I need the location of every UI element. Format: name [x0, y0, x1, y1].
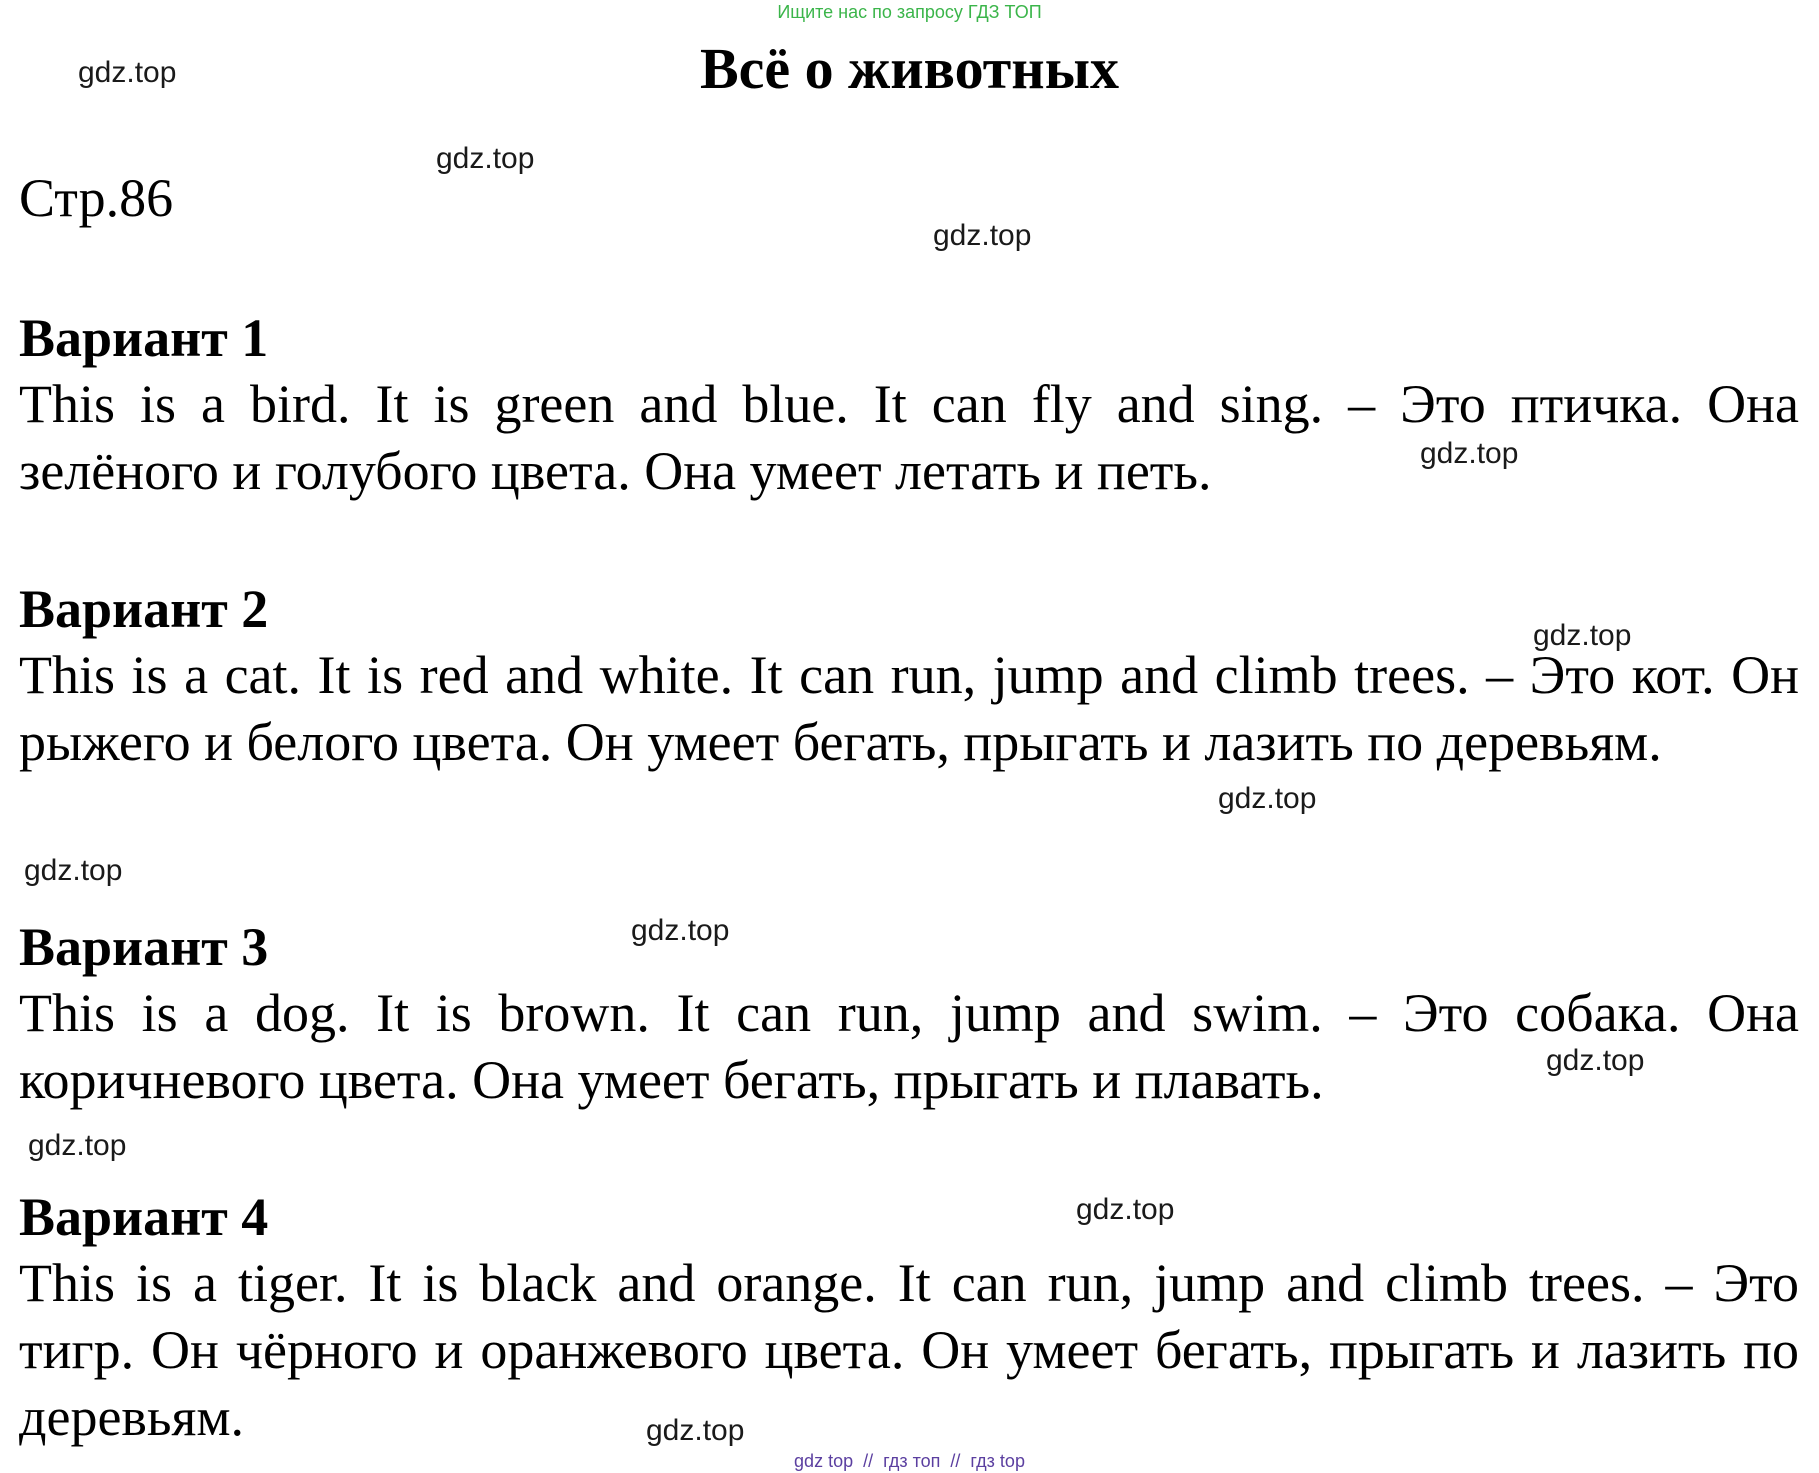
- watermark: gdz.top: [1420, 437, 1519, 470]
- watermark: gdz.top: [28, 1129, 127, 1162]
- variant-2: [19, 576, 1799, 776]
- watermark: gdz.top: [1076, 1193, 1175, 1226]
- variant-text: This is a dog. It is brown. It can run, jump and swim. – Это собака. Она коричневого цвета. Она умеет бегать, прыгать и плавать.: [19, 983, 1799, 1110]
- watermark: gdz.top: [1218, 782, 1317, 815]
- variant-1: [19, 305, 1799, 505]
- watermark: gdz.top: [436, 142, 535, 175]
- variant-text: This is a cat. It is red and white. It can run, jump and climb trees. – Это кот. Он рыжего и белого цвета. Он умеет бегать, прыгать и лазить по деревьям.: [19, 645, 1799, 772]
- top-banner: Ищите нас по запросу ГДЗ ТОП: [777, 2, 1042, 22]
- variant-4: [19, 1184, 1799, 1451]
- variant-heading: Вариант 3: [19, 917, 269, 977]
- footer-links: gdz top // гдз топ // гдз top: [794, 1451, 1025, 1471]
- watermark: gdz.top: [1533, 619, 1632, 652]
- page-reference: Стр.86: [19, 168, 174, 228]
- variant-heading: Вариант 4: [19, 1187, 269, 1247]
- variant-text: This is a bird. It is green and blue. It can fly and sing. – Это птичка. Она зелёного и голубого цвета. Она умеет летать и петь.: [19, 374, 1799, 501]
- watermark: gdz.top: [78, 56, 177, 89]
- variant-heading: Вариант 2: [19, 579, 269, 639]
- variant-text: This is a tiger. It is black and orange. It can run, jump and climb trees. – Это тигр. Он чёрного и оранжевого цвета. Он умеет бегать, прыгать и лазить по деревьям.: [19, 1253, 1799, 1447]
- watermark: gdz.top: [631, 914, 730, 947]
- watermark: gdz.top: [646, 1414, 745, 1447]
- variant-heading: Вариант 1: [19, 308, 269, 368]
- watermark: gdz.top: [1546, 1044, 1645, 1077]
- watermark: gdz.top: [24, 854, 123, 887]
- page-title: Всё о животных: [700, 36, 1119, 101]
- variant-3: [19, 914, 1799, 1114]
- watermark: gdz.top: [933, 219, 1032, 252]
